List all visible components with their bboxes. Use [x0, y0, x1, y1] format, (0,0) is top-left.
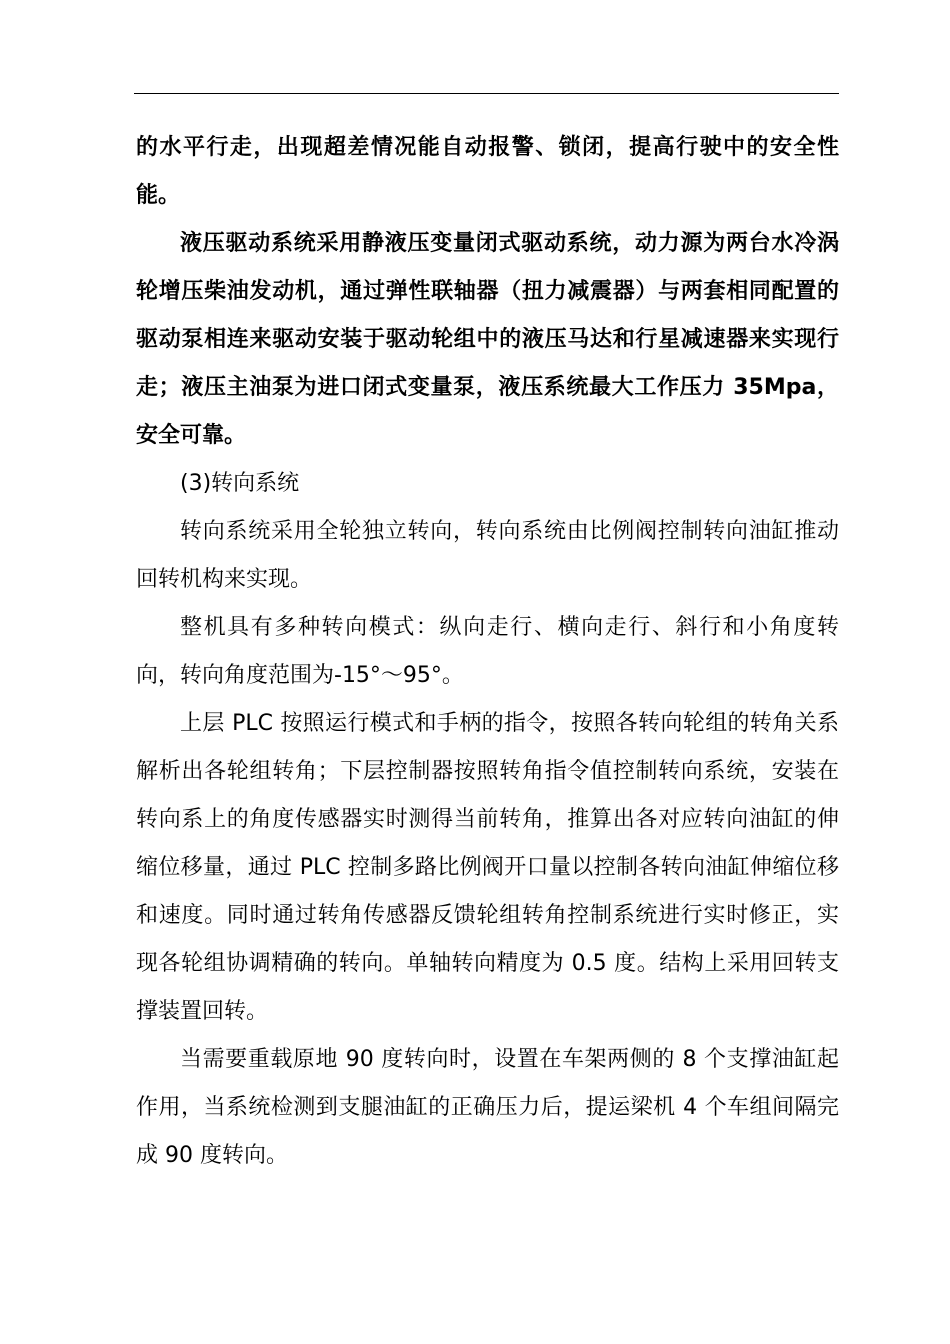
document-body: [136, 124, 839, 1180]
paragraph-plc-control: 上层 PLC 按照运行模式和手柄的指令，按照各转向轮组的转角关系解析出各轮组转角；下层控制器按照转角指令值控制转向系统，安装在转向系上的角度传感器实时测得当前转角，推算出各对应转向油缸的伸缩位移量，通过 PLC 控制多路比例阀开口量以控制各转向油缸伸缩位移和速度。同时通过转角传感器反馈轮组转角控制系统进行实时修正，实现各轮组协调精确的转向。单轴转向精度为 0.5 度。结构上采用回转支撑装置回转。: [136, 711, 839, 1024]
paragraph-safety-continued: 的水平行走，出现超差情况能自动报警、锁闭，提高行驶中的安全性能。: [136, 135, 839, 208]
paragraph-90-degree-turn: 当需要重载原地 90 度转向时，设置在车架两侧的 8 个支撑油缸起作用，当系统检测到支腿油缸的正确压力后，提运梁机 4 个车组间隔完成 90 度转向。: [136, 1047, 839, 1168]
paragraph-steering-modes: 整机具有多种转向模式：纵向走行、横向走行、斜行和小角度转向，转向角度范围为-15°～95°。: [136, 615, 839, 688]
header-rule: [134, 93, 839, 94]
section-heading-steering: (3)转向系统: [180, 471, 300, 496]
paragraph-hydraulic-drive: 液压驱动系统采用静液压变量闭式驱动系统，动力源为两台水冷涡轮增压柴油发动机，通过弹性联轴器（扭力减震器）与两套相同配置的驱动泵相连来驱动安装于驱动轮组中的液压马达和行星减速器来实现行走；液压主油泵为进口闭式变量泵，液压系统最大工作压力 35Mpa，安全可靠。: [136, 231, 839, 448]
paragraph-steering-system: 转向系统采用全轮独立转向，转向系统由比例阀控制转向油缸推动回转机构来实现。: [136, 519, 839, 592]
